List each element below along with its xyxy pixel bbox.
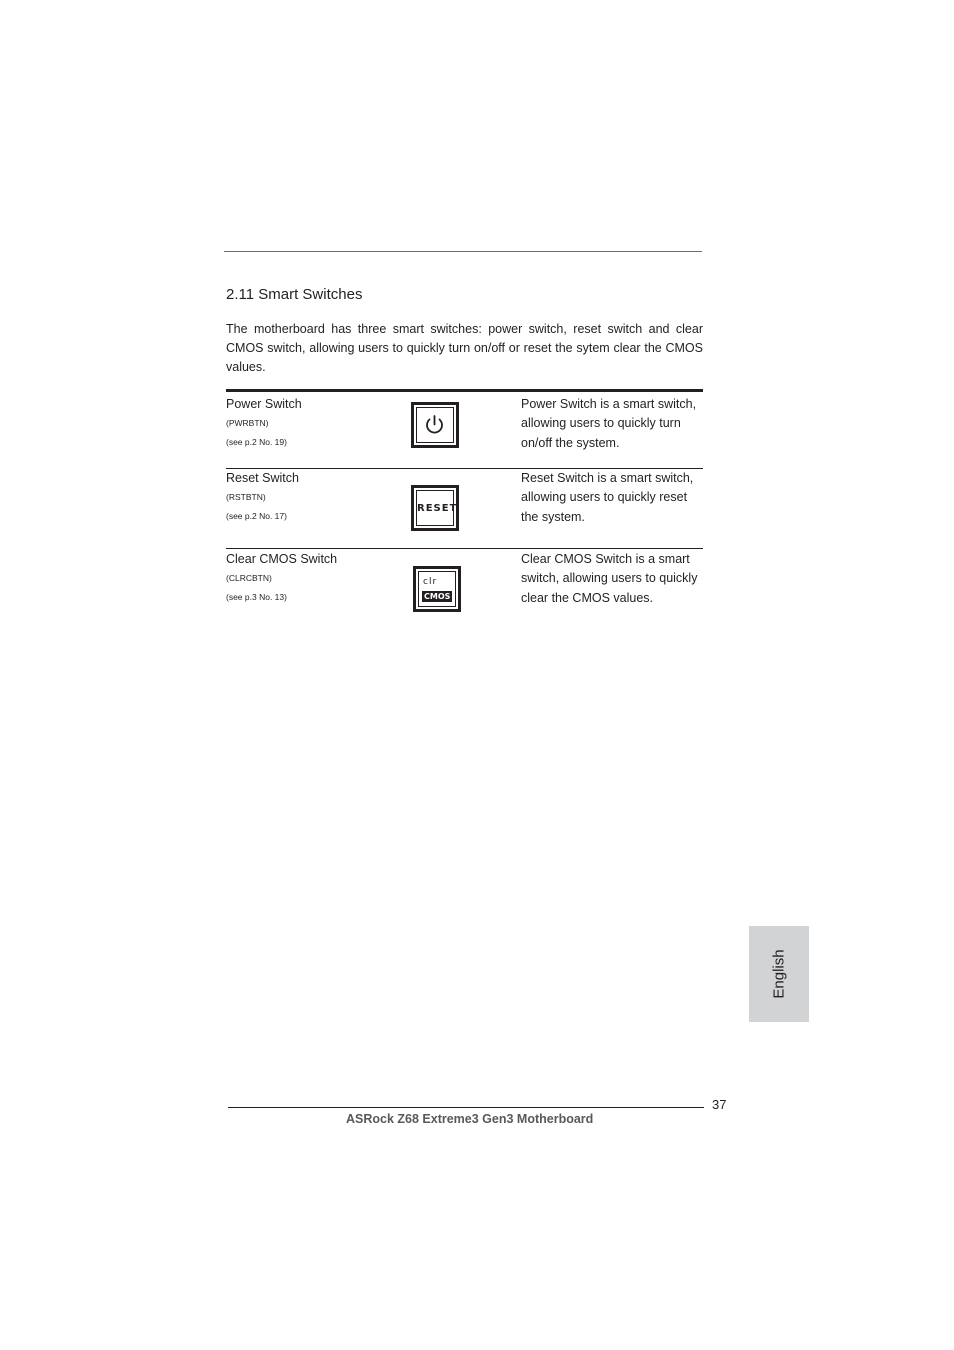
switch-reference: (see p.2 No. 17) (226, 511, 287, 521)
reset-icon-label: RESET (417, 503, 458, 514)
language-tab (749, 926, 809, 1022)
cmos-icon-label: CMOS (424, 592, 451, 601)
language-tab-label: English (770, 949, 788, 999)
clear-cmos-icon (413, 566, 461, 612)
switch-code: (RSTBTN) (226, 492, 266, 502)
row-divider (226, 548, 703, 549)
switch-reference: (see p.3 No. 13) (226, 592, 287, 602)
reset-icon (411, 485, 459, 531)
switch-description: Reset Switch is a smart switch, allowing users to quickly reset the system. (521, 471, 694, 524)
switch-name: Clear CMOS Switch (226, 552, 338, 566)
switch-name: Reset Switch (226, 471, 299, 485)
section-title: 2.11 Smart Switches (226, 286, 363, 303)
switch-name: Power Switch (226, 397, 302, 411)
footer-divider (228, 1107, 704, 1108)
switch-description: Clear CMOS Switch is a smart switch, allowing users to quickly clear the CMOS values. (521, 552, 698, 605)
switch-code: (PWRBTN) (226, 418, 269, 428)
intro-paragraph: The motherboard has three smart switches: power switch, reset switch and clear CMOS switch, allowing users to quickly turn on/off or reset the sytem clear the CMOS values. (226, 322, 703, 374)
table-top-rule (226, 389, 703, 392)
switch-code: (CLRCBTN) (226, 573, 272, 583)
header-divider (224, 251, 702, 252)
switch-reference: (see p.2 No. 19) (226, 437, 287, 447)
power-icon (411, 402, 459, 448)
footer-title: ASRock Z68 Extreme3 Gen3 Motherboard (346, 1112, 594, 1126)
switch-description: Power Switch is a smart switch, allowing users to quickly turn on/off the system. (521, 397, 697, 450)
page-number: 37 (712, 1097, 727, 1112)
clr-icon-label: clr (423, 577, 438, 587)
